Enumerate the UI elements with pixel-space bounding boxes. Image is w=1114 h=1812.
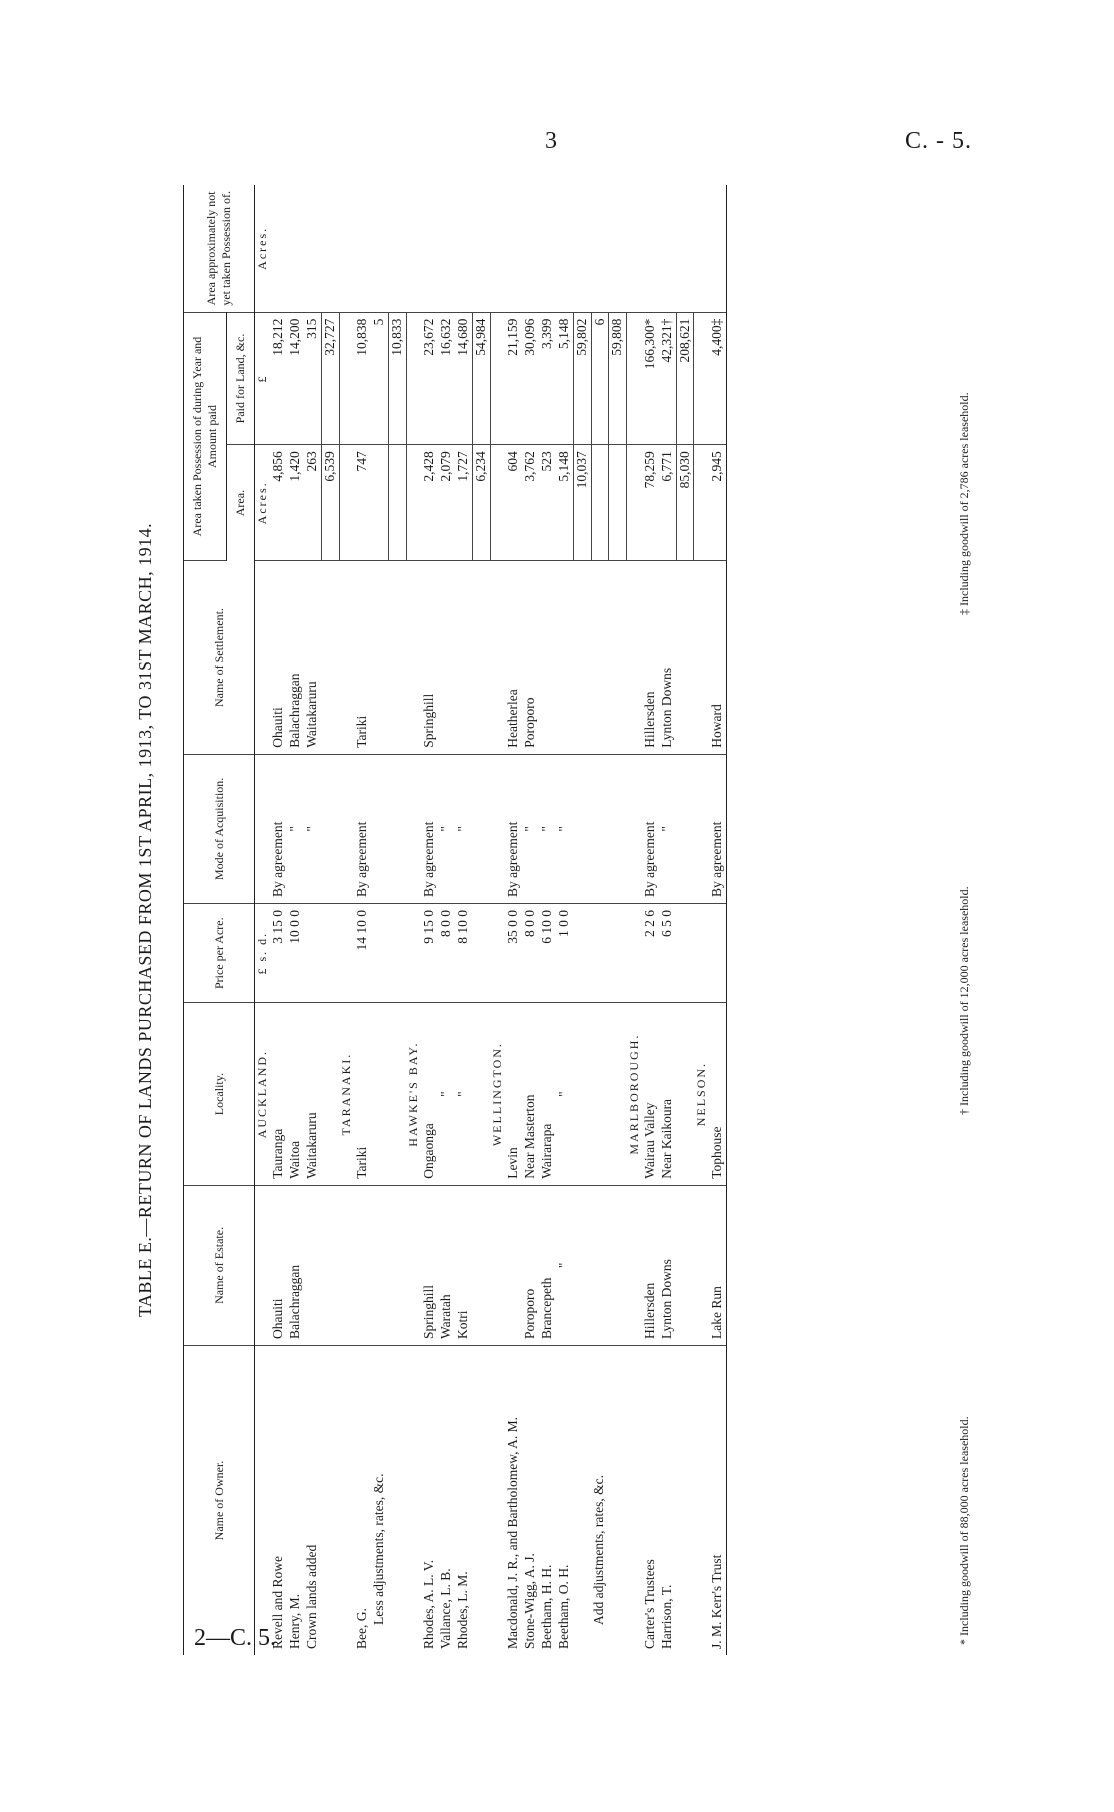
table-title: TABLE E.—RETURN OF LANDS PURCHASED FROM 1ST APRIL, 1913, TO 31ST MARCH, 1914.	[135, 522, 155, 1318]
subtotal-row	[609, 185, 627, 1655]
area-cell: 5,148	[556, 445, 573, 561]
table-row	[522, 185, 539, 1655]
mode-cell: "	[556, 754, 573, 903]
price-cell: 2 2 6	[642, 903, 659, 1002]
table-row	[709, 185, 726, 1655]
region-label: TARANAKI.	[339, 1003, 354, 1185]
area-cell: 1,420	[287, 445, 304, 561]
area-cell	[371, 445, 388, 561]
paid-cell: 5,148	[556, 312, 573, 445]
settlement-cell: Ohauiti	[270, 561, 287, 754]
region-label: HAWKE'S BAY.	[406, 1003, 421, 1185]
paid-cell: 166,300*	[642, 312, 659, 445]
mode-cell: "	[522, 754, 539, 903]
paid-cell: 18,212	[270, 312, 287, 445]
settlement-cell: Heatherlea	[505, 561, 522, 754]
paid-cell: 4,400‡	[709, 312, 726, 445]
table-row	[354, 185, 371, 1655]
page-reference: C. - 5.	[905, 128, 972, 154]
owner-cell: Carter's Trustees	[641, 1559, 657, 1649]
owner-cell: Stone-Wigg, A. J.	[522, 1553, 537, 1649]
estate-cell	[505, 1185, 522, 1345]
area-cell: 6,771	[659, 445, 676, 561]
subtotal-paid: 59,802	[573, 312, 591, 445]
estate-cell: Lake Run	[709, 1185, 726, 1345]
estate-cell: Waratah	[438, 1185, 455, 1345]
table-row	[642, 185, 659, 1655]
area-cell: 2,428	[421, 445, 438, 561]
price-cell: 10 0 0	[287, 903, 304, 1002]
price-cell: 8 0 0	[522, 903, 539, 1002]
locality-cell: "	[455, 1003, 472, 1185]
mode-cell: "	[659, 754, 676, 903]
table-row	[270, 185, 287, 1655]
rotated-table-page	[115, 185, 1015, 1655]
area-cell: 1,727	[455, 445, 472, 561]
paid-cell: 14,200	[287, 312, 304, 445]
price-cell	[709, 903, 726, 1002]
table-row	[455, 185, 472, 1655]
table-row	[659, 185, 676, 1655]
paid-cell: 14,680	[455, 312, 472, 445]
return-table	[183, 185, 727, 1655]
area-cell: 2,079	[438, 445, 455, 561]
subtotal-area	[609, 445, 627, 561]
owner-cell: Beetham, H. H.	[538, 1564, 554, 1649]
area-cell: 523	[539, 445, 556, 561]
mode-cell: "	[287, 754, 304, 903]
area-cell: 263	[304, 445, 321, 561]
col-header-owner: Name of Owner.	[184, 1346, 255, 1655]
price-cell: 3 15 0	[270, 903, 287, 1002]
region-row	[339, 185, 354, 1655]
owner-cell: Bee, G.	[354, 1608, 369, 1649]
price-cell: 1 0 0	[556, 903, 573, 1002]
subtotal-area: 6,539	[321, 445, 339, 561]
price-cell: 8 0 0	[438, 903, 455, 1002]
estate-cell: Poroporo	[522, 1185, 539, 1345]
unit-acres: Acres.	[255, 445, 271, 561]
subtotal-paid: 208,621	[676, 312, 694, 445]
subtotal-paid: 10,833	[388, 312, 406, 445]
estate-cell: Lynton Downs	[659, 1185, 676, 1345]
paid-cell: 5	[371, 312, 388, 445]
estate-cell: "	[556, 1185, 573, 1345]
settlement-cell: Springhill	[421, 561, 438, 754]
owner-cell: Crown lands added	[303, 1544, 319, 1649]
price-cell: 6 5 0	[659, 903, 676, 1002]
table-row	[371, 185, 388, 1655]
owner-cell: Vallance, L. B.	[438, 1568, 453, 1649]
table-row	[421, 185, 438, 1655]
settlement-cell: Hillersden	[642, 561, 659, 754]
estate-cell: Hillersden	[642, 1185, 659, 1345]
owner-cell: Henry, M.	[286, 1594, 302, 1649]
unit-acres-right: Acres.	[255, 185, 271, 312]
region-row	[490, 185, 505, 1655]
col-header-locality: Locality.	[184, 1003, 255, 1185]
paid-cell: 10,838	[354, 312, 371, 445]
estate-cell: Kotri	[455, 1185, 472, 1345]
subtotal-area: 10,037	[573, 445, 591, 561]
paid-cell: 30,096	[522, 312, 539, 445]
table-row	[591, 185, 609, 1655]
owner-cell: Beetham, O. H.	[555, 1564, 571, 1649]
col-header-not-taken: Area approximately not yet taken Possession of.	[184, 185, 255, 312]
subtotal-area	[388, 445, 406, 561]
subtotal-row	[321, 185, 339, 1655]
col-header-taken-group: Area taken Possession of during Year and Amount paid	[184, 312, 227, 561]
settlement-cell: Poroporo	[522, 561, 539, 754]
subtotal-row	[676, 185, 694, 1655]
locality-cell: Near Kaikoura	[659, 1003, 676, 1185]
settlement-cell: Lynton Downs	[659, 561, 676, 754]
header-row	[184, 185, 227, 1655]
area-cell: 2,945	[709, 445, 726, 561]
price-cell: 8 10 0	[455, 903, 472, 1002]
locality-cell: Tophouse	[709, 1003, 726, 1185]
locality-cell: Tariki	[354, 1003, 371, 1185]
subtotal-paid: 32,727	[321, 312, 339, 445]
mode-cell: By agreement	[709, 754, 726, 903]
area-cell: 604	[505, 445, 522, 561]
owner-cell: Macdonald, J. R., and Bartholomew, A. M.	[505, 1417, 521, 1649]
paid-cell: 315	[304, 312, 321, 445]
sheet-mark: 2—C. 5.	[194, 1625, 277, 1651]
locality-cell: Near Masterton	[522, 1003, 539, 1185]
paid-cell: 23,672	[421, 312, 438, 445]
mode-cell: By agreement	[505, 754, 522, 903]
region-label: NELSON.	[694, 1003, 709, 1185]
table-row	[438, 185, 455, 1655]
table-row	[287, 185, 304, 1655]
locality-cell: Ongaonga	[421, 1003, 438, 1185]
paid-cell: 21,159	[505, 312, 522, 445]
footnote: ‡ Including goodwill of 2,786 acres leasehold.	[957, 392, 971, 615]
settlement-cell: Tariki	[354, 561, 371, 754]
mode-cell: By agreement	[421, 754, 438, 903]
subtotal-row	[388, 185, 406, 1655]
owner-cell: Rhodes, A. L. V.	[421, 1559, 437, 1649]
settlement-cell: Waitakaruru	[304, 561, 321, 754]
col-header-estate: Name of Estate.	[184, 1185, 255, 1345]
paid-cell: 3,399	[539, 312, 556, 445]
table-row	[539, 185, 556, 1655]
region-label: WELLINGTON.	[490, 1003, 505, 1185]
estate-cell: Brancepeth	[539, 1185, 556, 1345]
estate-cell: Springhill	[421, 1185, 438, 1345]
footnote: † Including goodwill of 12,000 acres leasehold.	[957, 886, 971, 1115]
price-cell: 14 10 0	[354, 903, 371, 1002]
mode-cell: By agreement	[270, 754, 287, 903]
page-number: 3	[545, 128, 557, 154]
region-label: MARLBOROUGH.	[627, 1003, 642, 1185]
mode-cell: By agreement	[354, 754, 371, 903]
table-row	[556, 185, 573, 1655]
price-cell: 6 10 0	[539, 903, 556, 1002]
price-cell: 35 0 0	[505, 903, 522, 1002]
region-label: AUCKLAND.	[255, 1003, 271, 1185]
paid-cell: 6	[591, 312, 609, 445]
area-cell: 3,762	[522, 445, 539, 561]
region-row	[627, 185, 642, 1655]
owner-cell: Rhodes, L. M.	[454, 1571, 470, 1649]
col-header-price: Price per Acre.	[184, 903, 255, 1002]
estate-cell: Ohauiti	[270, 1185, 287, 1345]
locality-cell: Levin	[505, 1003, 522, 1185]
locality-cell: Tauranga	[270, 1003, 287, 1185]
owner-cell: Harrison, T.	[658, 1584, 674, 1649]
footnote: * Including goodwill of 88,000 acres leasehold.	[957, 1416, 971, 1645]
price-cell	[304, 903, 321, 1002]
estate-cell	[354, 1185, 371, 1345]
mode-cell: "	[455, 754, 472, 903]
unit-pound: £	[255, 312, 271, 445]
price-cell: 9 15 0	[421, 903, 438, 1002]
subtotal-paid: 59,808	[609, 312, 627, 445]
subtotal-area: 6,234	[472, 445, 490, 561]
locality-cell: "	[556, 1003, 573, 1185]
col-header-settlement: Name of Settlement.	[184, 561, 255, 754]
area-cell	[591, 445, 609, 561]
unit-lsd: £ s. d.	[255, 903, 271, 1002]
locality-cell: Waitoa	[287, 1003, 304, 1185]
adjustment-label: Add adjustments, rates, &c.	[591, 1475, 606, 1625]
subtotal-paid: 54,984	[472, 312, 490, 445]
mode-cell: "	[438, 754, 455, 903]
col-header-paid: Paid for Land, &c.	[227, 312, 255, 445]
settlement-cell: Balachraggan	[287, 561, 304, 754]
mode-cell: "	[304, 754, 321, 903]
locality-cell: "	[438, 1003, 455, 1185]
locality-cell: Wairarapa	[539, 1003, 556, 1185]
area-cell: 78,259	[642, 445, 659, 561]
estate-cell: Balachraggan	[287, 1185, 304, 1345]
estate-cell	[304, 1185, 321, 1345]
table-row	[505, 185, 522, 1655]
area-cell: 4,856	[270, 445, 287, 561]
mode-cell: By agreement	[642, 754, 659, 903]
subtotal-area: 85,030	[676, 445, 694, 561]
subtotal-row	[472, 185, 490, 1655]
paid-cell: 42,321†	[659, 312, 676, 445]
subtotal-row	[573, 185, 591, 1655]
area-cell: 747	[354, 445, 371, 561]
col-header-mode: Mode of Acquisition.	[184, 754, 255, 903]
locality-cell: Waitakaruru	[304, 1003, 321, 1185]
table-row	[304, 185, 321, 1655]
locality-cell: Wairau Valley	[642, 1003, 659, 1185]
settlement-cell: Howard	[709, 561, 726, 754]
col-header-area: Area.	[227, 445, 255, 561]
region-row	[694, 185, 709, 1655]
owner-cell: Revell and Rowe	[270, 1556, 285, 1649]
mode-cell: "	[539, 754, 556, 903]
paid-cell: 16,632	[438, 312, 455, 445]
region-row	[406, 185, 421, 1655]
owner-cell: J. M. Kerr's Trust	[709, 1346, 726, 1655]
units-row	[255, 185, 271, 1655]
adjustment-label: Less adjustments, rates, &c.	[370, 1473, 386, 1625]
